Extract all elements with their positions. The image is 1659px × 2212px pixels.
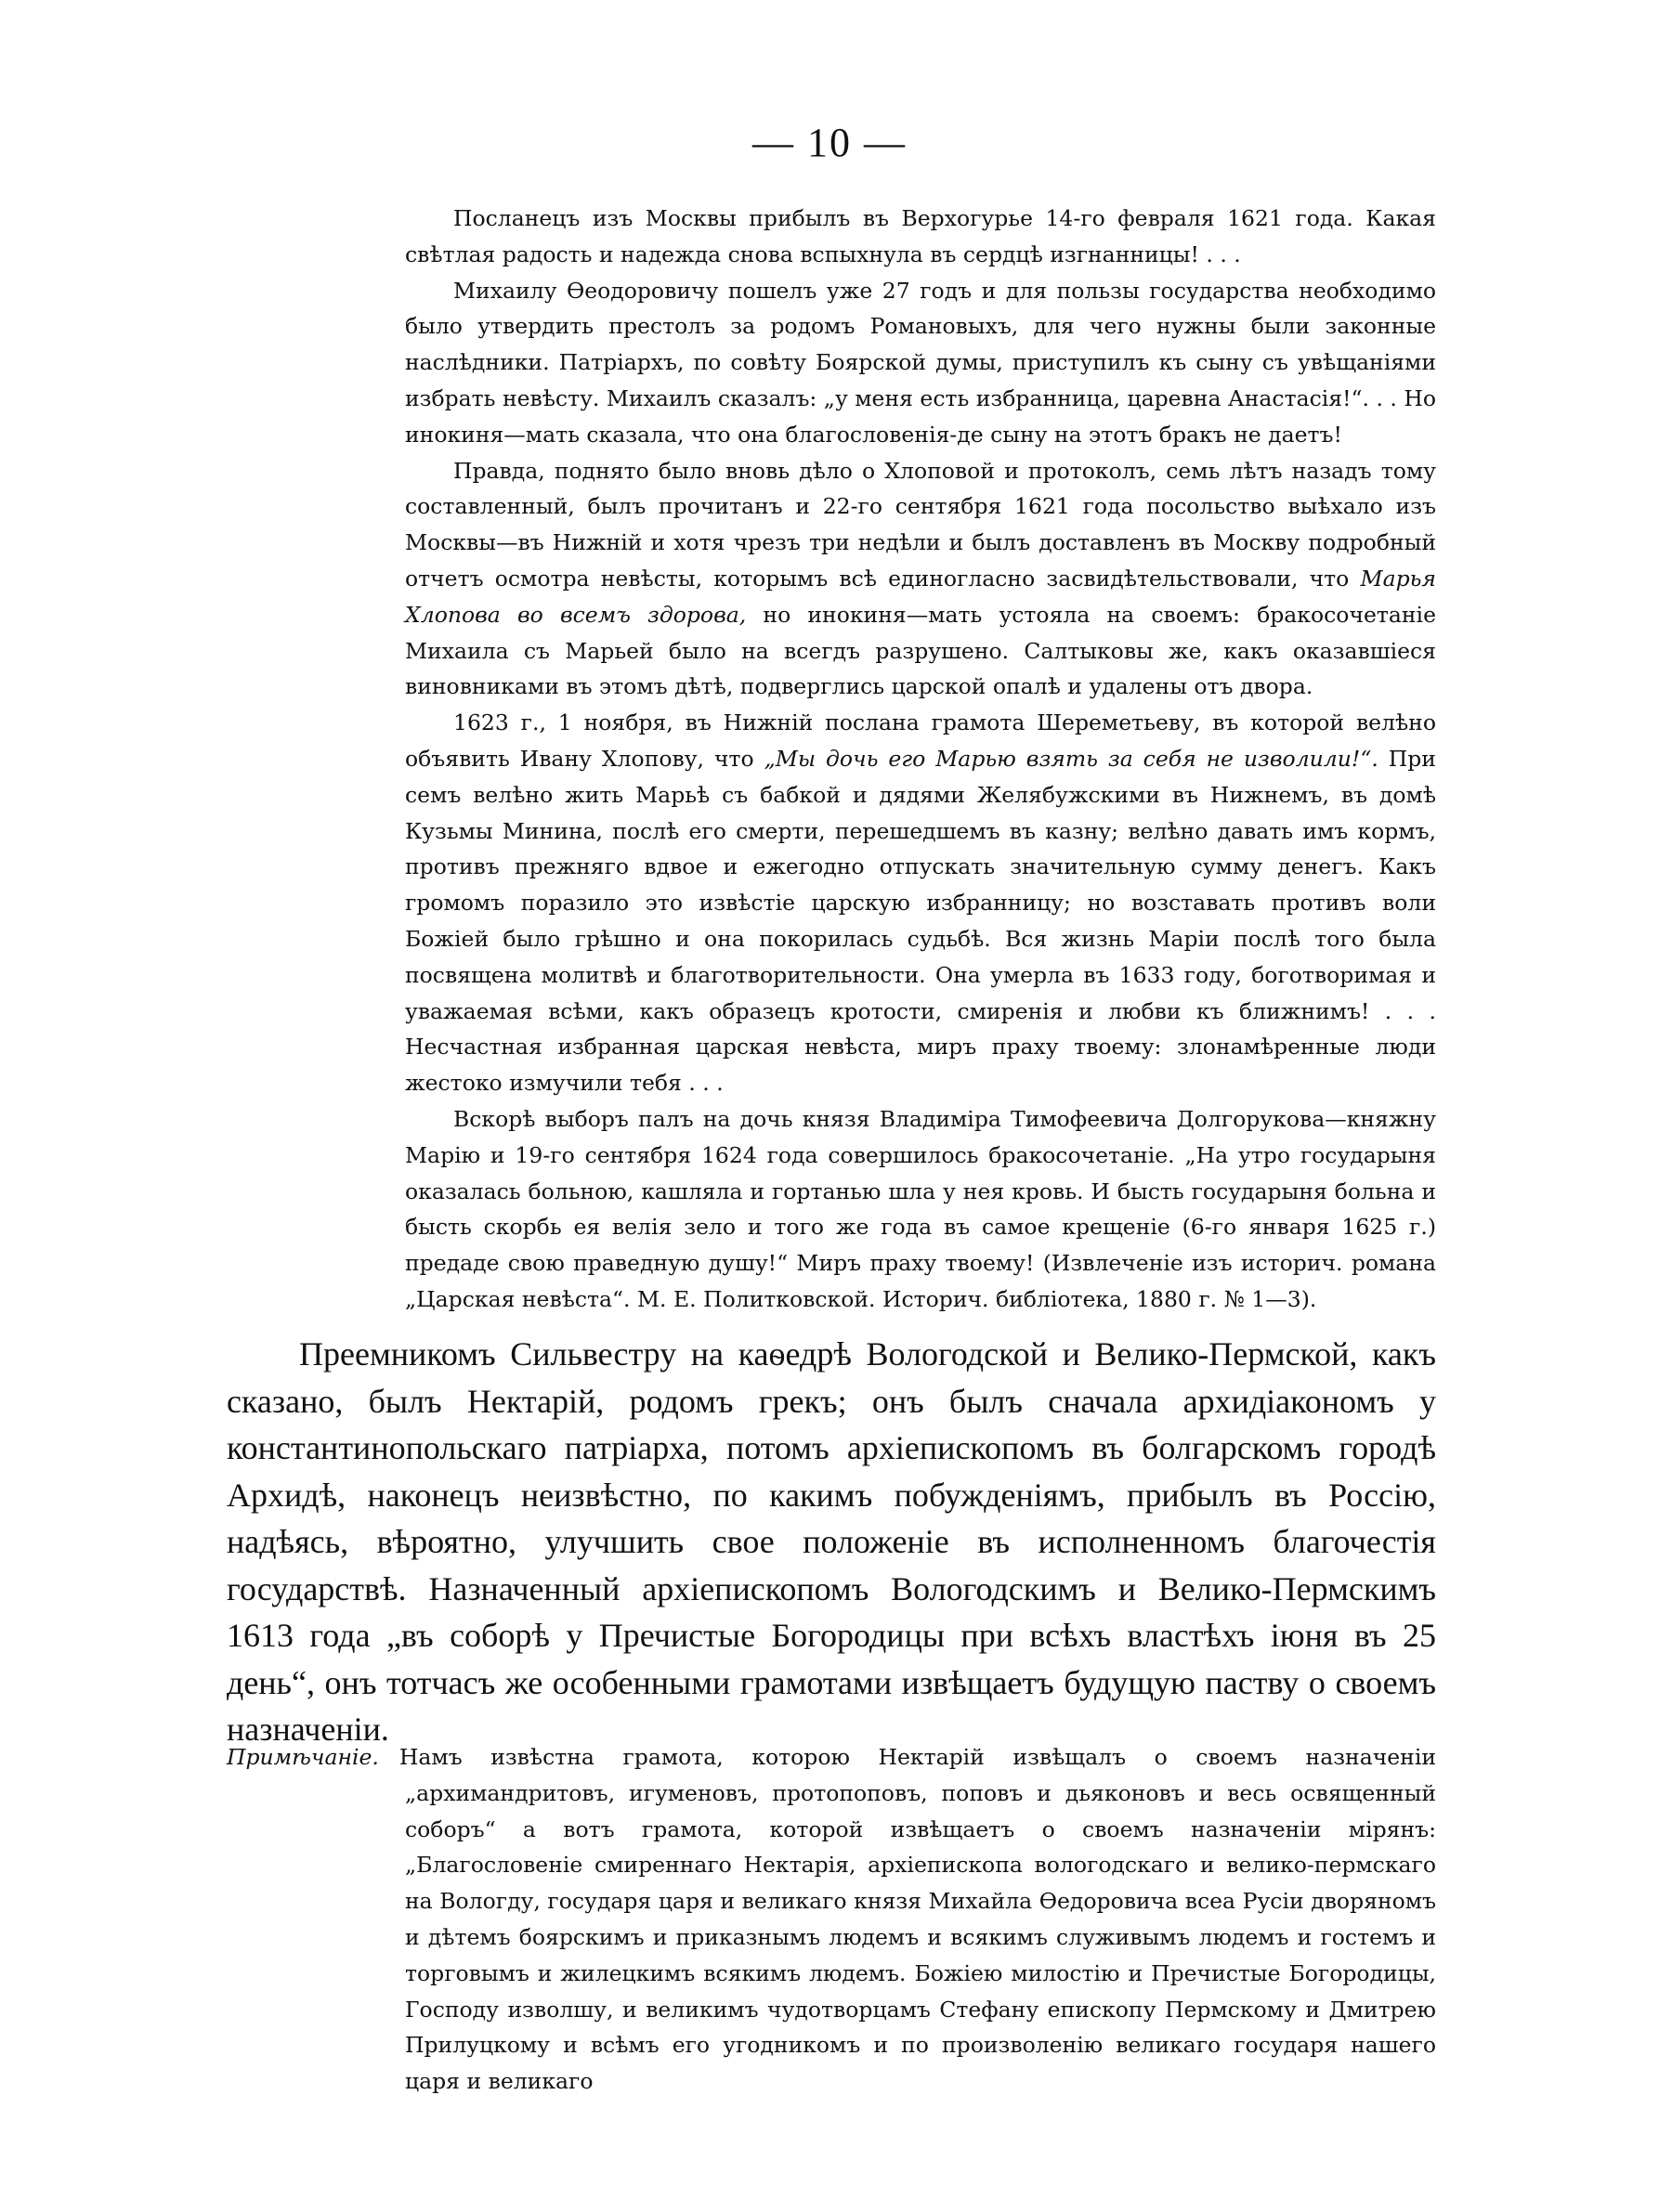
page-number: — 10 — bbox=[752, 120, 907, 165]
remark-block bbox=[227, 1739, 1436, 2100]
remark-text: Намъ извѣстна грамота, которою Нектарій извѣщалъ о своемъ назначеніи „архимандритовъ, игуменовъ, протопоповъ, поповъ и дьяконовъ и весь освященный соборъ“ а вотъ грамота, которой извѣщаетъ о своемъ назначеніи мірянъ: „Благословеніе смиреннаго Нектарія, архіепископа вологодскаго и велико-пермскаго на Вологду, государя царя и великаго князя Михайла Ѳедоровича всеа Русіи дворяномъ и дѣтемъ боярскимъ и приказнымъ людемъ и всякимъ служивымъ людемъ и гостемъ и торговымъ и жилецкимъ всякимъ людемъ. Божіею милостію и Пречистые Богородицы, Господу изволшу, и великимъ чудотворцамъ Стефану епископу Пермскому и Дмитрею Прилуцкому и всѣмъ его угодникомъ и по произволенію великаго государя нашего царя и великаго bbox=[398, 1744, 1436, 2095]
footnote-text: 1623 г., 1 ноября, въ Нижній послана грамота Шереметьеву, въ которой велѣно объявить Ивану Хлопову, что bbox=[405, 709, 1436, 772]
footnote-paragraph: Михаилу Ѳеодоровичу пошелъ уже 27 годъ и для пользы государства необходимо было утвердить престолъ за родомъ Романовыхъ, для чего нужны были законные наслѣдники. Патріархъ, по совѣту Боярской думы, приступилъ къ сыну съ увѣщаніями избрать невѣсту. Михаилъ сказалъ: „у меня есть избранница, царевна Анастасія!“. . . Но инокиня—мать сказала, что она благословенія-де сыну на этотъ бракъ не даетъ! bbox=[405, 277, 1436, 448]
footnote-paragraph: Вскорѣ выборъ палъ на дочь князя Владиміра Тимофеевича Долгорукова—княжну Марію и 19-го сентября 1624 года совершилось бракосочетаніе. „На утро государыня оказалась больною, кашляла и гортанью шла у нея кровь. И бысть государыня больна и бысть скорбь ея велія зело и того же года въ самое крещеніе (6-го января 1625 г.) предаде свою праведную душу!“ Миръ праху твоему! (Извлеченіе изъ историч. романа „Царская невѣста“. М. Е. Политковской. Историч. библіотека, 1880 г. № 1—3). bbox=[405, 1105, 1436, 1312]
footnote-text: Правда, поднято было вновь дѣло о Хлоповой и протоколъ, семь лѣтъ назадъ тому составленный, былъ прочитанъ и 22-го сентября 1621 года посольство выѣхало изъ Москвы—въ Нижній и хотя чрезъ три недѣли и былъ доставленъ въ Москву подробный отчетъ осмотра невѣсты, которымъ всѣ единогласно засвидѣтельствовали, что bbox=[405, 457, 1436, 592]
main-text bbox=[227, 1331, 1436, 1753]
footnote-paragraph bbox=[405, 453, 1436, 706]
footnote-paragraph bbox=[405, 705, 1436, 1101]
remark-label: Примѣчаніе. bbox=[227, 1744, 379, 1770]
italic-quote: „Мы дочь его Марью взять за себя не изволили!“. bbox=[764, 745, 1378, 772]
remark-paragraph bbox=[227, 1739, 1436, 2100]
footnote-paragraph: Посланецъ изъ Москвы прибылъ въ Верхогурье 14-го февраля 1621 года. Какая свѣтлая радость и надежда снова вспыхнула въ сердцѣ изгнанницы! . . . bbox=[405, 205, 1436, 267]
footnote-block bbox=[405, 201, 1436, 1318]
main-paragraph: Преемникомъ Сильвестру на каѳедрѣ Вологодской и Велико-Пермской, какъ сказано, былъ Нектарій, родомъ грекъ; онъ былъ сначала архидіакономъ у константинопольскаго патріарха, потомъ архіепископомъ въ болгарскомъ городѣ Архидѣ, наконецъ неизвѣстно, по какимъ побужденіямъ, прибылъ въ Россію, надѣясь, вѣроятно, улучшить свое положеніе въ исполненномъ благочестія государствѣ. Назначенный архіепископомъ Вологодскимъ и Велико-Пермскимъ 1613 года „въ соборѣ у Пречистые Богородицы при всѣхъ властѣхъ іюня въ 25 день“, онъ тотчасъ же особенными грамотами извѣщаетъ будущую паству о своемъ назначеніи. bbox=[227, 1335, 1436, 1748]
footnote-text: При семъ велѣно жить Марьѣ съ бабкой и дядями Желябужскими въ Нижнемъ, въ домѣ Кузьмы Минина, послѣ его смерти, перешедшемъ въ казну; велѣно давать имъ кормъ, противъ прежняго вдвое и ежегодно отпускать значительную сумму денегъ. Какъ громомъ поразило это извѣстіе царскую избранницу; но возставать противъ воли Божіей было грѣшно и она покорилась судьбѣ. Вся жизнь Маріи послѣ того была посвящена молитвѣ и благотворительности. Она умерла въ 1633 году, боготворимая и уважаемая всѣми, какъ образецъ кротости, смиренія и любви къ ближнимъ! . . . Несчастная избранная царская невѣста, миръ праху твоему: злонамѣренные люди жестоко измучили тебя . . . bbox=[405, 745, 1436, 1097]
italic-quote: Марья Хлопова во всемъ здорова, bbox=[405, 565, 1436, 628]
footnote-text: но инокиня—мать устояла на своемъ: бракосочетаніе Михаила съ Марьей было на всегдъ разрушено. Салтыковы же, какъ оказавшіеся виновниками въ этомъ дѣтѣ, подверглись царской опалѣ и удалены отъ двора. bbox=[405, 601, 1436, 700]
